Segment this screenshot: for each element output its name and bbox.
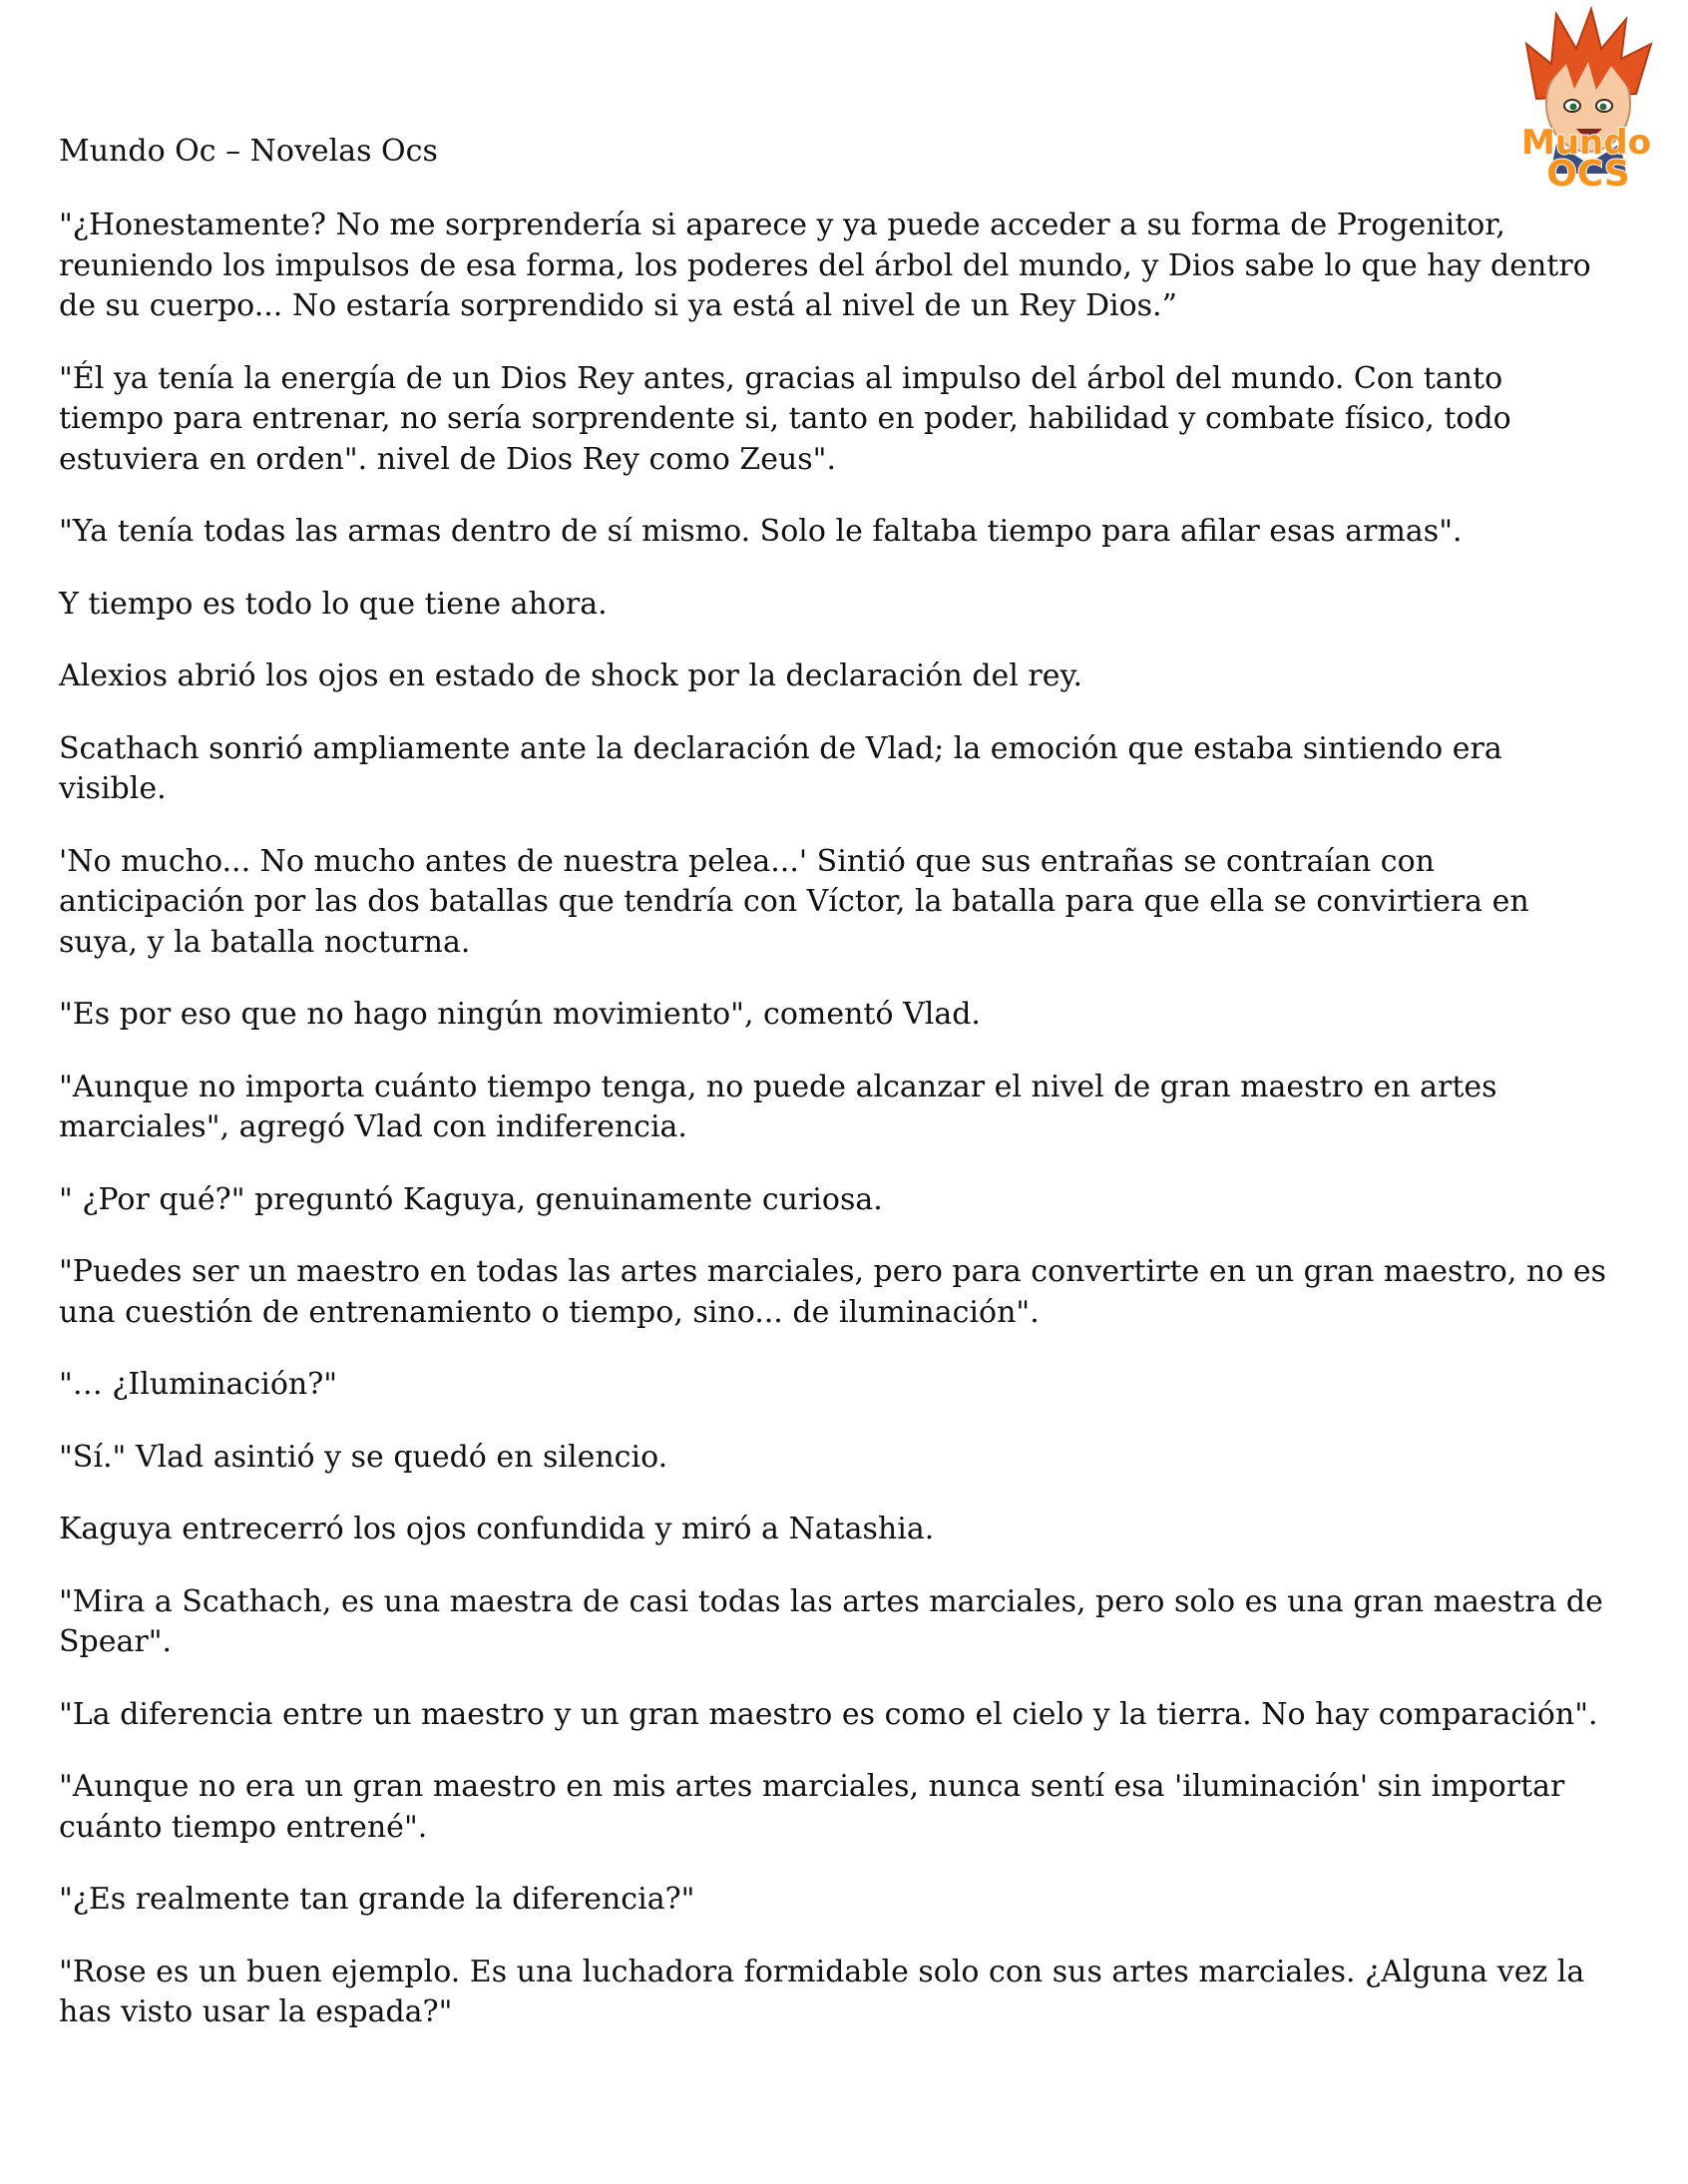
paragraph: "Aunque no importa cuánto tiempo tenga, no puede alcanzar el nivel de gran maestro en artes marciales", agregó Vlad con indiferencia. (59, 1069, 1497, 1144)
paragraph: "Él ya tenía la energía de un Dios Rey antes, gracias al impulso del árbol del mundo. Con tanto tiempo para entrenar, no sería sorprendente si, tanto en poder, habilidad y combate físico, todo estuviera en orden". nivel de Dios Rey como Zeus". (59, 360, 1511, 477)
paragraph: "Aunque no era un gran maestro en mis artes marciales, nunca sentí esa 'iluminación' sin importar cuánto tiempo entrené". (59, 1769, 1565, 1845)
paragraph: " ¿Por qué?" preguntó Kaguya, genuinamente curiosa. (59, 1181, 883, 1217)
paragraph: "¿Es realmente tan grande la diferencia?" (59, 1882, 695, 1917)
paragraph: "Sí." Vlad asintió y se quedó en silencio. (59, 1439, 668, 1475)
paragraph: "Mira a Scathach, es una maestra de casi todas las artes marciales, pero solo es una gran maestra de Spear". (59, 1583, 1603, 1659)
paragraph: "Rose es un buen ejemplo. Es una luchadora formidable solo con sus artes marciales. ¿Alguna vez la has visto usar la espada?" (59, 1954, 1585, 2029)
paragraph: "Es por eso que no hago ningún movimiento", comentó Vlad. (59, 997, 981, 1032)
paragraph: "¿Honestamente? No me sorprendería si aparece y ya puede acceder a su forma de Progenitor, reuniendo los impulsos de esa forma, los poderes del árbol del mundo, y Dios sabe lo que hay dentro de su cuerpo... No estaría sorprendido si ya está al nivel de un Rey Dios.” (59, 208, 1591, 323)
paragraph: "… ¿Iluminación?" (59, 1367, 338, 1402)
paragraph: 'No mucho... No mucho antes de nuestra pelea...' Sintió que sus entrañas se contraían con anticipación por las dos batallas que tendría con Víctor, la batalla para que ella se convirtiera en suya, y la batalla nocturna. (59, 843, 1529, 960)
paragraph: "La diferencia entre un maestro y un gran maestro es como el cielo y la tierra. No hay comparación". (59, 1696, 1598, 1732)
logo-text-bottom: OCS (1546, 154, 1630, 194)
logo-text-top: Mundo (1521, 123, 1651, 163)
mundo-ocs-logo (1496, 4, 1676, 194)
paragraph: Kaguya entrecerró los ojos confundida y miró a Natashia. (59, 1512, 935, 1546)
paragraph: "Puedes ser un maestro en todas las artes marciales, pero para convertirte en un gran maestro, no es una cuestión de entrenamiento o tiempo, sino... de iluminación". (59, 1254, 1607, 1330)
page-header: Mundo Oc – Novelas Ocs (59, 134, 438, 169)
paragraph: Y tiempo es todo lo que tiene ahora. (59, 586, 608, 622)
paragraph: Scathach sonrió ampliamente ante la declaración de Vlad; la emoción que estaba sintiendo era visible. (59, 730, 1502, 806)
paragraph: "Ya tenía todas las armas dentro de sí mismo. Solo le faltaba tiempo para afilar esas armas". (59, 514, 1463, 549)
document-body (59, 206, 1615, 2065)
paragraph: Alexios abrió los ojos en estado de shock por la declaración del rey. (59, 658, 1083, 693)
